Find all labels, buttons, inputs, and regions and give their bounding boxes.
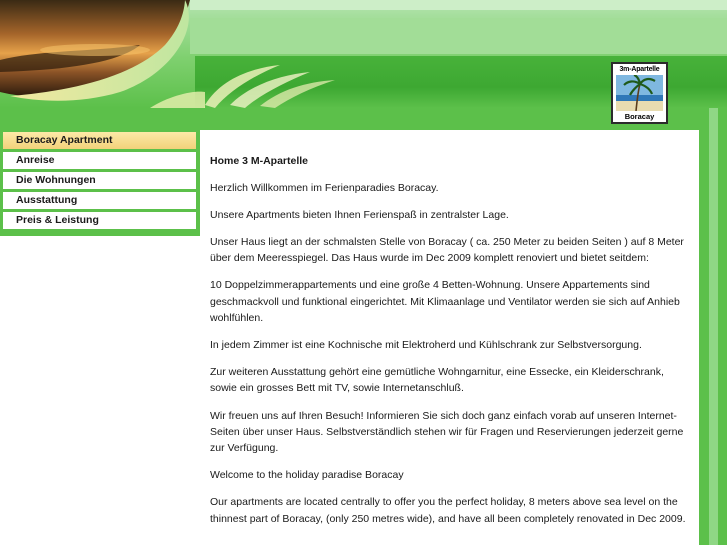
sunset-banner-image: [0, 0, 205, 108]
content-paragraph: Unsere Apartments bieten Ihnen Ferienspaß in zentralster Lage.: [210, 208, 509, 221]
leaf-decoration: [200, 60, 340, 108]
nav-item-ausstattung[interactable]: [0, 192, 196, 209]
palm-beach-icon: [616, 75, 663, 111]
nav-item-label: Preis & Leistung: [16, 214, 99, 226]
nav-item-boracay-apartment[interactable]: [0, 132, 196, 149]
page-title: Home 3 M-Apartelle: [210, 155, 309, 167]
content-paragraph: Herzlich Willkommen im Ferienparadies Boracay.: [210, 181, 439, 194]
main-content: [200, 130, 699, 545]
content-paragraph: Zur weiteren Ausstattung gehört eine gemütliche Wohngarnitur, eine Essecke, ein Kleiderschrank, sowie ein grosses Bett mit TV, sowie Internetanschluß.: [210, 366, 664, 395]
nav-item-label: Die Wohnungen: [16, 174, 96, 186]
logo-top-text: 3m-Apartelle: [619, 66, 660, 73]
nav-item-anreise[interactable]: [0, 152, 196, 169]
logo[interactable]: [611, 62, 668, 124]
nav-item-die-wohnungen[interactable]: [0, 172, 196, 189]
logo-bottom-text: Boracay: [624, 112, 655, 121]
header-stripe: [190, 18, 727, 54]
header-stripe: [190, 0, 727, 10]
left-column-green-strip: [0, 108, 200, 130]
content-paragraph: Wir freuen uns auf Ihren Besuch! Informieren Sie sich doch ganz einfach vorab auf unseren Internet-Seiten über unser Haus. Selbstverständlich stehen wir für Fragen und Reservierungen jederzeit gerne zur Verfügung.: [210, 409, 684, 455]
nav-item-preis-leistung[interactable]: [0, 212, 196, 229]
nav-item-label: Boracay Apartment: [16, 134, 113, 146]
content-text: [210, 153, 690, 538]
content-paragraph: Our apartments are located centrally to offer you the perfect holiday, 8 meters above sea level on the thinnest part of Boracay, (only 250 metres wide), and have all been completely renovated in Dec 2009.: [210, 496, 686, 525]
content-paragraph: Unser Haus liegt an der schmalsten Stelle von Boracay ( ca. 250 Meter zu beiden Seiten ) auf 8 Meter über dem Meeresspiegel. Das Haus wurde im Dec 2009 komplett renoviert und bietet seitdem:: [210, 235, 684, 265]
nav-item-label: Anreise: [16, 154, 55, 166]
content-paragraph: In jedem Zimmer ist eine Kochnische mit Elektroherd und Kühlschrank zur Selbstversorgung.: [210, 339, 642, 352]
content-paragraph: 10 Doppelzimmerappartements und eine große 4 Betten-Wohnung. Unsere Appartements sind geschmackvoll und funktional eingerichtet. Mit Klimaanlage und Ventilator werden sie sich auf Anhieb wohlfühlen.: [210, 279, 680, 324]
content-paragraph: Welcome to the holiday paradise Boracay: [210, 469, 404, 482]
nav-item-label: Ausstattung: [16, 194, 78, 206]
right-border-stripe: [709, 108, 718, 545]
main-navigation: [0, 130, 200, 236]
